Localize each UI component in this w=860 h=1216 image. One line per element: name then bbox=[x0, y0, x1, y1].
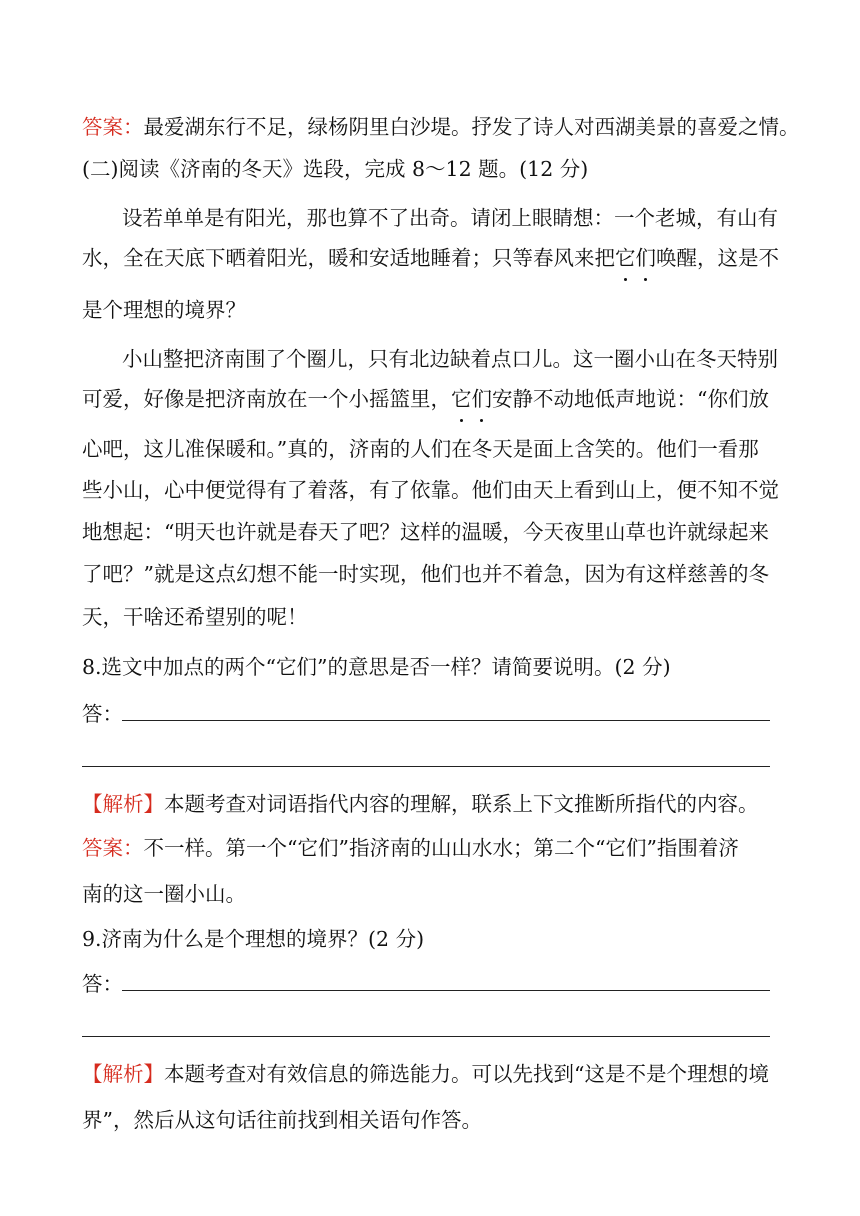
dotted-char: 们 bbox=[635, 246, 656, 270]
answer-line bbox=[122, 990, 770, 991]
answer-line bbox=[122, 720, 770, 721]
paragraph-2-line-7: 天，干啥还希望别的呢！ bbox=[82, 605, 308, 629]
answer-prompt: 答： bbox=[82, 702, 123, 726]
answer-line bbox=[82, 766, 770, 767]
answer-prompt: 答： bbox=[82, 972, 123, 996]
answer-label: 答案： bbox=[82, 115, 144, 139]
dotted-char: 它 bbox=[615, 246, 636, 270]
answer-8-line-2: 南的这一圈小山。 bbox=[82, 882, 246, 906]
analysis-8 bbox=[82, 790, 782, 818]
answer-8-line-1 bbox=[82, 834, 782, 862]
paragraph-2-text-before: 可爱，好像是把济南放在一个小摇篮里， bbox=[82, 387, 451, 411]
answer-text: 不一样。第一个“它们”指济南的山山水水；第二个“它们”指围着济 bbox=[143, 836, 739, 860]
paragraph-2-line-6: 了吧？”就是这点幻想不能一时实现，他们也并不着急，因为有这样慈善的冬 bbox=[82, 562, 769, 586]
paragraph-1-line-1: 设若单单是有阳光，那也算不了出奇。请闭上眼睛想：一个老城，有山有 bbox=[122, 206, 778, 230]
dotted-char: 们 bbox=[471, 387, 492, 411]
analysis-label: 【解析】 bbox=[82, 792, 164, 816]
paragraph-1-text-before: 水，全在天底下晒着阳光，暖和安适地睡着；只等春风来把 bbox=[82, 246, 615, 270]
paragraph-1-text-after: 唤醒，这是不 bbox=[656, 246, 779, 270]
paragraph-2-line-3: 心吧，这儿准保暖和。”真的，济南的人们在冬天是面上含笑的。他们一看那 bbox=[82, 437, 759, 461]
answer-line bbox=[82, 1036, 770, 1037]
dotted-char: 它 bbox=[451, 387, 472, 411]
answer-7 bbox=[82, 113, 800, 141]
section-intro: (二)阅读《济南的冬天》选段，完成 8～12 题。(12 分) bbox=[82, 157, 589, 181]
analysis-9-line-1 bbox=[82, 1060, 782, 1088]
analysis-label: 【解析】 bbox=[82, 1062, 164, 1086]
paragraph-2-line-1: 小山整把济南围了个圈儿，只有北边缺着点口儿。这一圈小山在冬天特别 bbox=[122, 347, 778, 371]
question-9: 9.济南为什么是个理想的境界？(2 分) bbox=[82, 927, 425, 951]
answer-text: 最爱湖东行不足，绿杨阴里白沙堤。抒发了诗人对西湖美景的喜爱之情。 bbox=[143, 115, 800, 139]
paragraph-2-line-5: 地想起：“明天也许就是春天了吧？这样的温暖，今天夜里山草也许就绿起来 bbox=[82, 520, 769, 544]
analysis-text: 本题考查对词语指代内容的理解，联系上下文推断所指代的内容。 bbox=[164, 792, 759, 816]
paragraph-1-line-2 bbox=[82, 244, 782, 272]
analysis-9-line-2: 界”，然后从这句话往前找到相关语句作答。 bbox=[82, 1108, 482, 1132]
question-8: 8.选文中加点的两个“它们”的意思是否一样？请简要说明。(2 分) bbox=[82, 655, 671, 679]
answer-label: 答案： bbox=[82, 836, 144, 860]
analysis-text: 本题考查对有效信息的筛选能力。可以先找到“这是不是个理想的境 bbox=[164, 1062, 769, 1086]
paragraph-2-line-4: 些小山，心中便觉得有了着落，有了依靠。他们由天上看到山上，便不知不觉 bbox=[82, 478, 779, 502]
paragraph-2-line-2 bbox=[82, 385, 782, 413]
paragraph-1-line-3: 是个理想的境界？ bbox=[82, 298, 246, 322]
paragraph-2-text-after: 安静不动地低声地说：“你们放 bbox=[492, 387, 769, 411]
